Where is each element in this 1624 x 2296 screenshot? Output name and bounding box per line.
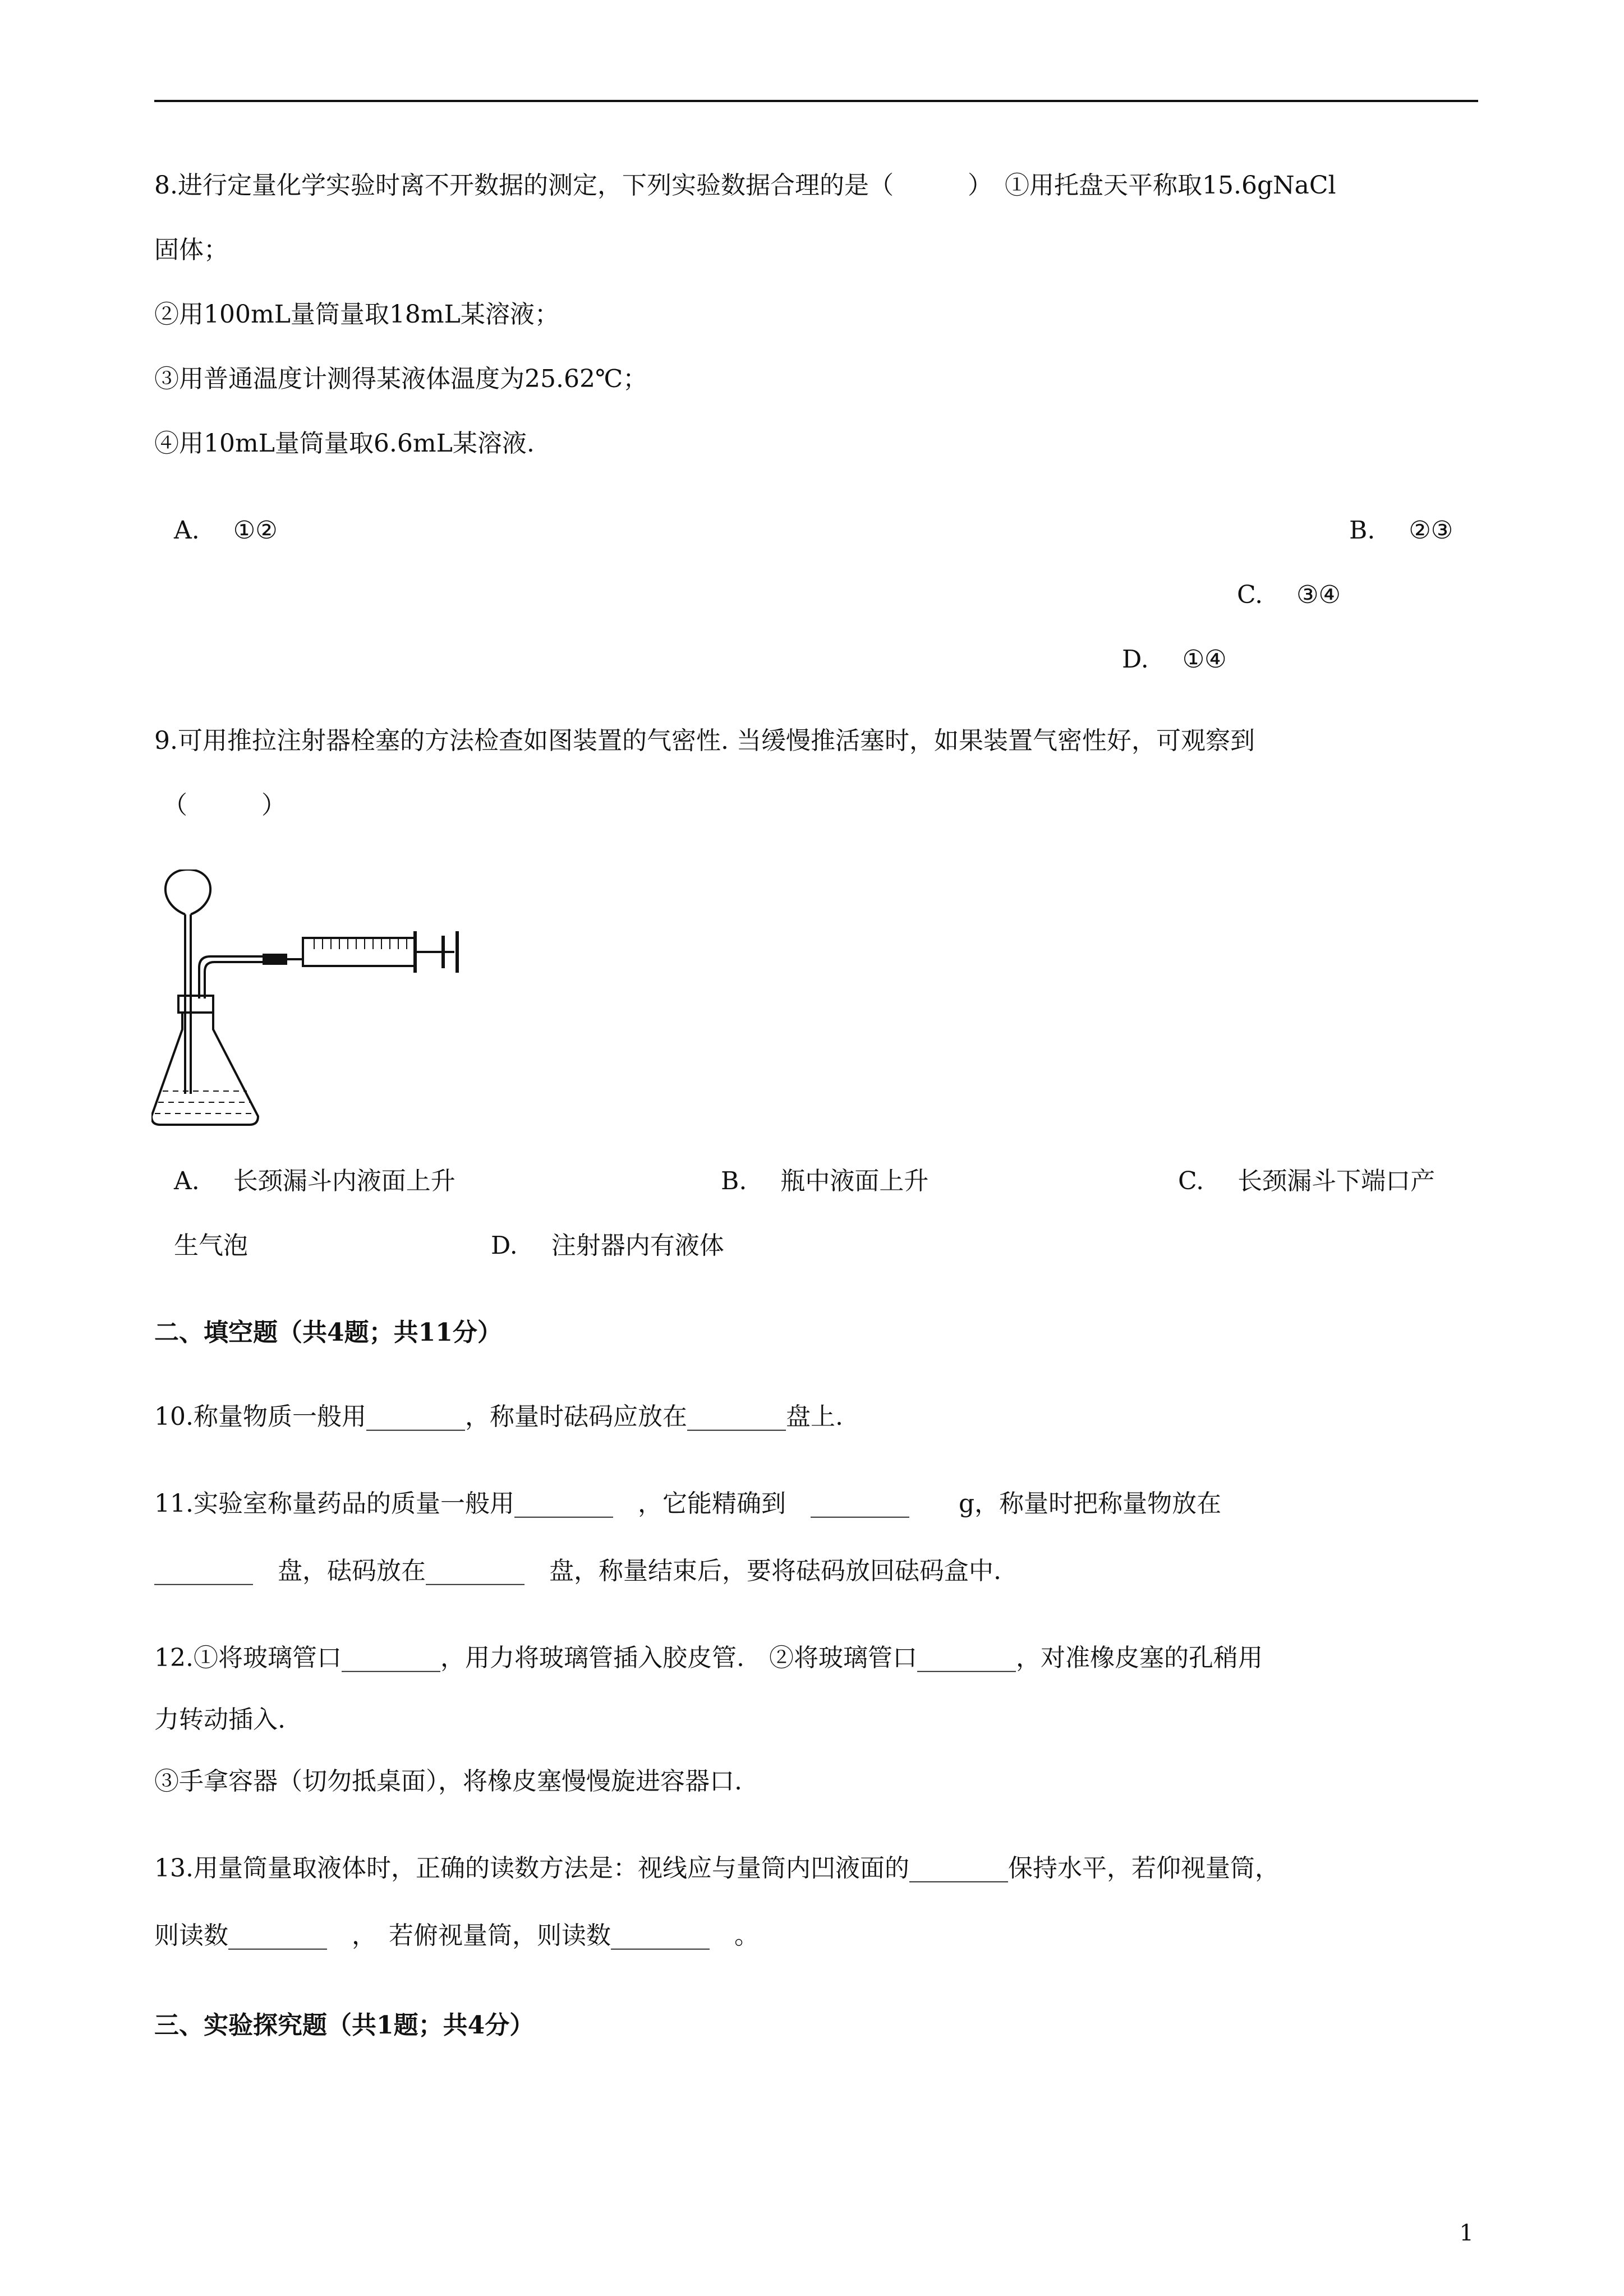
q8-item-3: ③用普通温度计测得某液体温度为25.62℃； — [154, 365, 648, 393]
section3-title: 三、实验探究题（共1题；共4分） — [154, 2011, 535, 2040]
q8-option-c-text: ③④ — [1296, 581, 1341, 609]
q12-line1: 12.①将玻璃管口________，用力将玻璃管插入胶皮管. ②将玻璃管口________，对准橡皮塞的孔稍用 — [154, 1644, 1263, 1672]
q9-option-a-label: A. — [174, 1167, 200, 1195]
q9-option-a-text: 长颈漏斗内液面上升 — [233, 1167, 456, 1195]
stopper — [178, 996, 213, 1013]
q12-line2: 力转动插入. — [154, 1705, 286, 1734]
q8-stem-line2: 固体； — [154, 236, 228, 264]
q9-option-b[interactable] — [721, 1167, 928, 1197]
apparatus-figure — [151, 869, 488, 1128]
q8-option-d[interactable] — [1122, 645, 1227, 675]
q10: 10.称量物质一般用________，称量时砝码应放在________盘上. — [154, 1402, 843, 1431]
q9-option-c-label: C. — [1178, 1167, 1204, 1195]
q9-option-b-label: B. — [721, 1167, 747, 1195]
q8-option-a[interactable] — [174, 516, 278, 546]
q9-stem-line1: 9.可用推拉注射器栓塞的方法检查如图装置的气密性. 当缓慢推活塞时，如果装置气密性好，可观察到 — [154, 726, 1255, 755]
q9-option-c[interactable] — [1178, 1167, 1435, 1197]
q8-option-a-label: A. — [174, 516, 200, 545]
section2-title: 二、填空题（共4题；共11分） — [154, 1318, 502, 1347]
q13-line2: 则读数________ ， 若俯视量筒，则读数________ 。 — [154, 1921, 759, 1950]
q9-option-b-text: 瓶中液面上升 — [780, 1167, 929, 1195]
q8-option-b-label: B. — [1349, 516, 1375, 545]
conical-flask — [151, 1013, 258, 1125]
q9-option-d-label: D. — [491, 1231, 518, 1260]
q9-stem-line2: （ ） — [163, 791, 286, 820]
q8-item-4: ④用10mL量筒量取6.6mL某溶液. — [154, 429, 535, 458]
q9-option-c-text: 长颈漏斗下端口产 — [1237, 1167, 1436, 1195]
q9-option-d[interactable] — [491, 1231, 724, 1261]
q13-line1: 13.用量筒量取液体时，正确的读数方法是：视线应与量筒内凹液面的________保持水平，若仰视量筒， — [154, 1854, 1280, 1883]
page-number: 1 — [1459, 2220, 1474, 2246]
q9-option-a[interactable] — [174, 1167, 456, 1197]
q8-option-b-text: ②③ — [1409, 516, 1453, 545]
q8-option-a-text: ①② — [233, 516, 278, 545]
q9-option-d-text: 注射器内有液体 — [551, 1231, 724, 1260]
header-rule — [154, 100, 1478, 102]
q8-option-b[interactable] — [1349, 516, 1453, 546]
q12-line3: ③手拿容器（切勿抵桌面），将橡皮塞慢慢旋进容器口. — [154, 1767, 742, 1796]
q11-line2: ________ 盘，砝码放在________ 盘，称量结束后，要将砝码放回砝码盒中. — [154, 1557, 1001, 1585]
q9-option-c-continued: 生气泡 — [174, 1231, 248, 1260]
q8-option-d-text: ①④ — [1182, 645, 1227, 674]
q8-option-c[interactable] — [1237, 581, 1341, 610]
q8-item-2: ②用100mL量筒量取18mL某溶液； — [154, 300, 559, 329]
q8-option-d-label: D. — [1122, 645, 1149, 674]
q11-line1: 11.实验室称量药品的质量一般用________ ，它能精确到 ________ g，称量时把称量物放在 — [154, 1489, 1222, 1518]
q8-option-c-label: C. — [1237, 581, 1263, 609]
q8-stem-line1: 8.进行定量化学实验时离不开数据的测定，下列实验数据合理的是（ ） ①用托盘天平称取15.6gNaCl — [154, 171, 1336, 200]
rubber-connector — [264, 955, 286, 964]
funnel-bulb-shape — [165, 869, 210, 914]
